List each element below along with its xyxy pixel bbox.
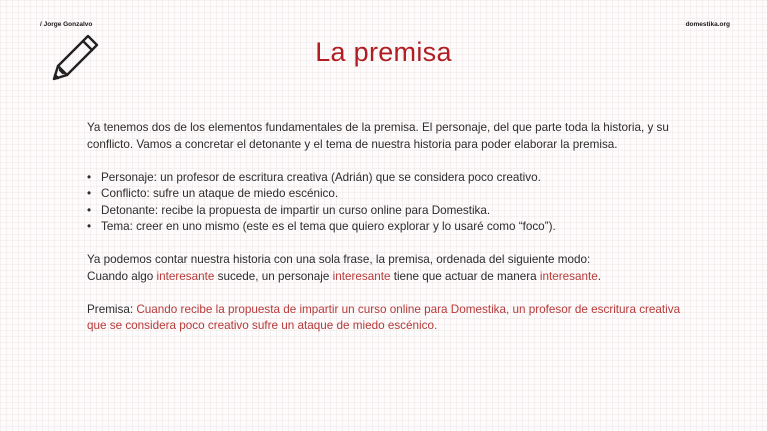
formula-part-b: sucede, un personaje	[214, 269, 333, 283]
formula-part-d: .	[597, 269, 601, 283]
list-item: • Conflicto: sufre un ataque de miedo escénico.	[87, 186, 687, 203]
list-item: • Personaje: un profesor de escritura creativa (Adrián) que se considera poco creativo.	[87, 170, 687, 187]
premise-text: Cuando recibe la propuesta de impartir un curso online para Domestika, un profesor de escritura creativa que se considera poco creativo sufre un ataque de miedo escénico.	[87, 302, 681, 332]
elements-list	[87, 170, 687, 236]
formula-part-c: tiene que actuar de manera	[390, 269, 540, 283]
highlight-word: interesante	[156, 269, 215, 283]
highlight-word: interesante	[332, 269, 391, 283]
site-label: domestika.org	[685, 21, 730, 28]
premise-label: Premisa:	[87, 302, 137, 316]
highlight-word: interesante	[539, 269, 598, 283]
author-label: / Jorge Gonzalvo	[40, 21, 93, 28]
list-item: • Detonante: recibe la propuesta de impartir un curso online para Domestika.	[87, 203, 687, 220]
page-title: La premisa	[315, 37, 452, 67]
formula-line1: Ya podemos contar nuestra historia con una sola frase, la premisa, ordenada del siguiente modo:	[87, 253, 591, 266]
content-body	[87, 120, 687, 335]
intro-paragraph: Ya tenemos dos de los elementos fundamentales de la premisa. El personaje, del que parte toda la historia, y su conflicto. Vamos a concretar el detonante y el tema de nuestra historia para poder elaborar la premisa.	[87, 121, 669, 151]
formula-part-a: Cuando algo	[87, 269, 157, 283]
list-item: • Tema: creer en uno mismo (este es el tema que quiero explorar y lo usaré como “foco”).	[87, 219, 687, 236]
premise-paragraph	[87, 302, 687, 335]
formula-paragraph	[87, 252, 687, 285]
